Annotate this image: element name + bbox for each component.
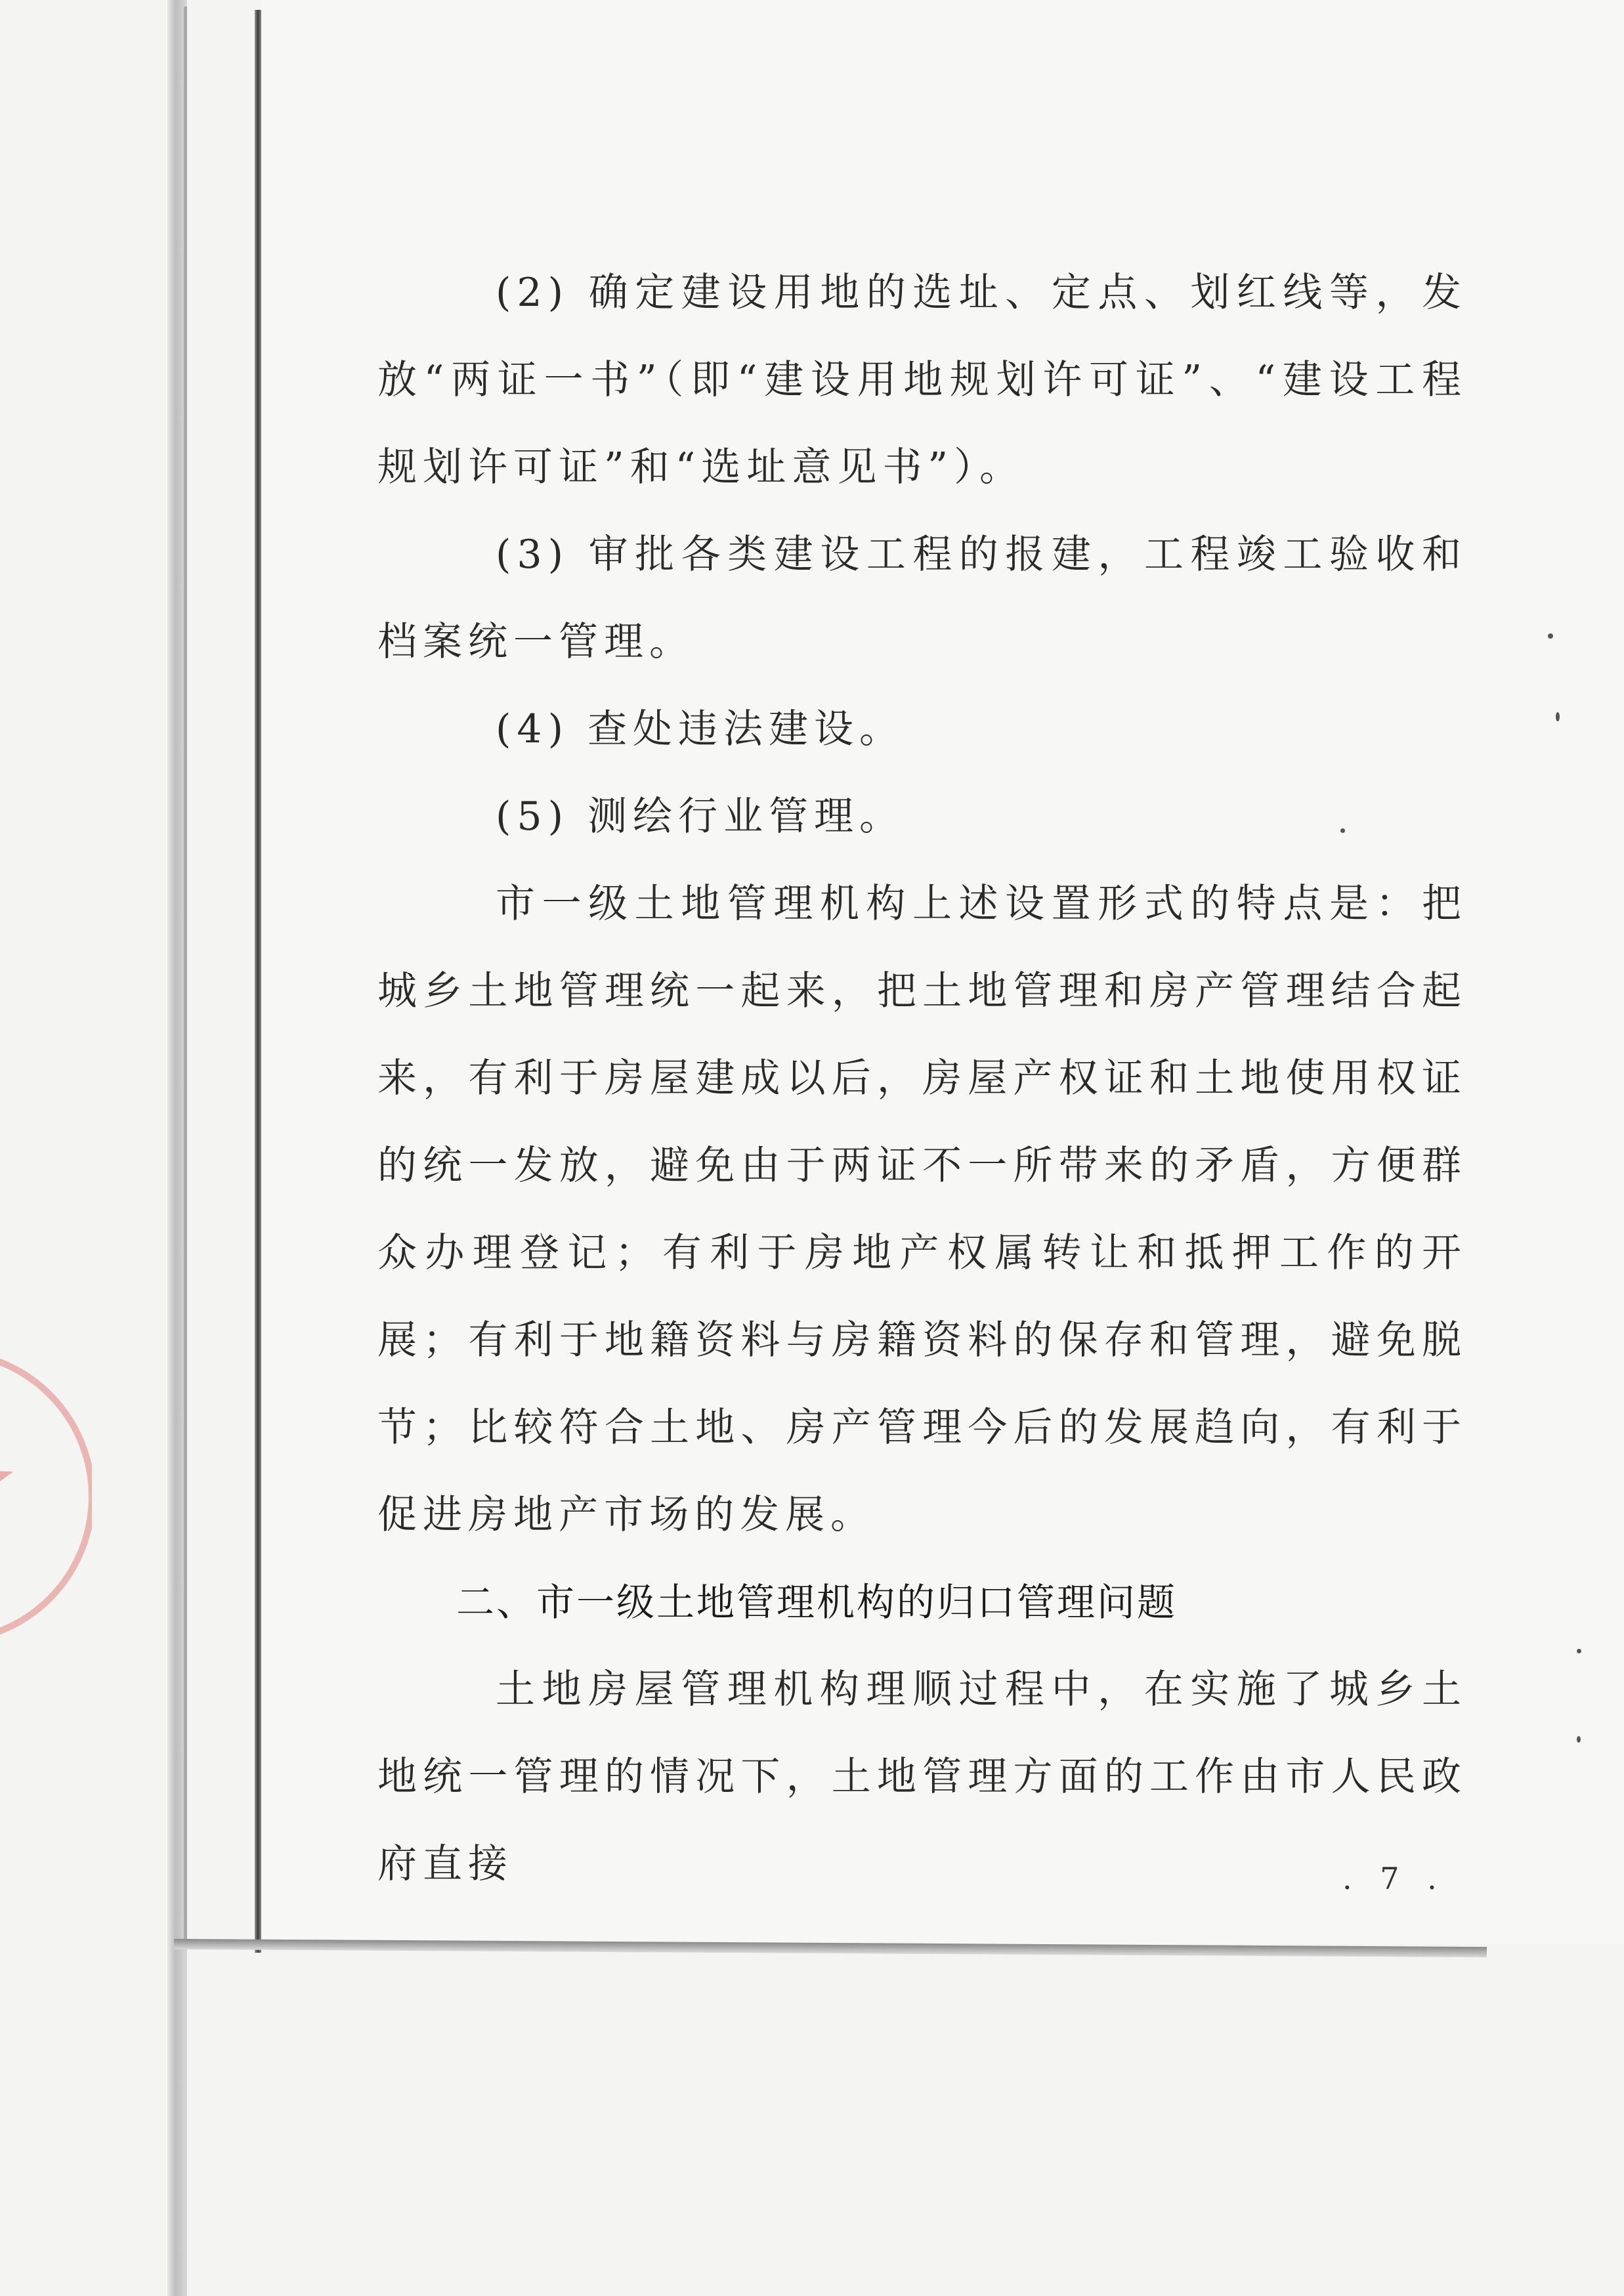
- list-item: (3) 审批各类建设工程的报建，工程竣工验收和档案统一管理。: [377, 532, 1467, 665]
- scan-speck: [1577, 1736, 1581, 1743]
- page-number: . 7 .: [1342, 1861, 1446, 1896]
- document-body: [377, 249, 1467, 1908]
- final-paragraph: 土地房屋管理机构理顺过程中，在实施了城乡土地统一管理的情况下，土地管理方面的工作由市人民政府直接: [377, 1667, 1467, 1887]
- scan-speck: [1556, 712, 1560, 721]
- list-item: (2) 确定建设用地的选址、定点、划红线等，发放“两证一书”（即“建设用地规划许可证”、“建设工程规划许可证”和“选址意见书”）。: [377, 270, 1467, 490]
- list-item: (4) 查处违法建设。: [496, 706, 905, 752]
- summary-paragraph: 市一级土地管理机构上述设置形式的特点是：把城乡土地管理统一起来，把土地管理和房产管理结合起来，有利于房屋建成以后，房屋产权证和土地使用权证的统一发放，避免由于两证不一所带来的矛盾，方便群众办理登记；有利于房地产权属转让和抵押工作的开展；有利于地籍资料与房籍资料的保存和管理，避免脱节；比较符合土地、房产管理今后的发展趋向，有利于促进房地产市场的发展。: [377, 881, 1467, 1538]
- seal-stamp-fragment: [0, 1300, 92, 1693]
- scan-speck: [1340, 828, 1345, 833]
- binding-edge-thin: [184, 7, 187, 1949]
- section-heading: 二、市一级土地管理机构的归口管理问题: [456, 1580, 1178, 1625]
- list-item: (5) 测绘行业管理。: [496, 794, 905, 840]
- scan-speck: [1577, 1649, 1581, 1653]
- binding-edge: [255, 10, 261, 1953]
- scan-speck: [1548, 633, 1553, 639]
